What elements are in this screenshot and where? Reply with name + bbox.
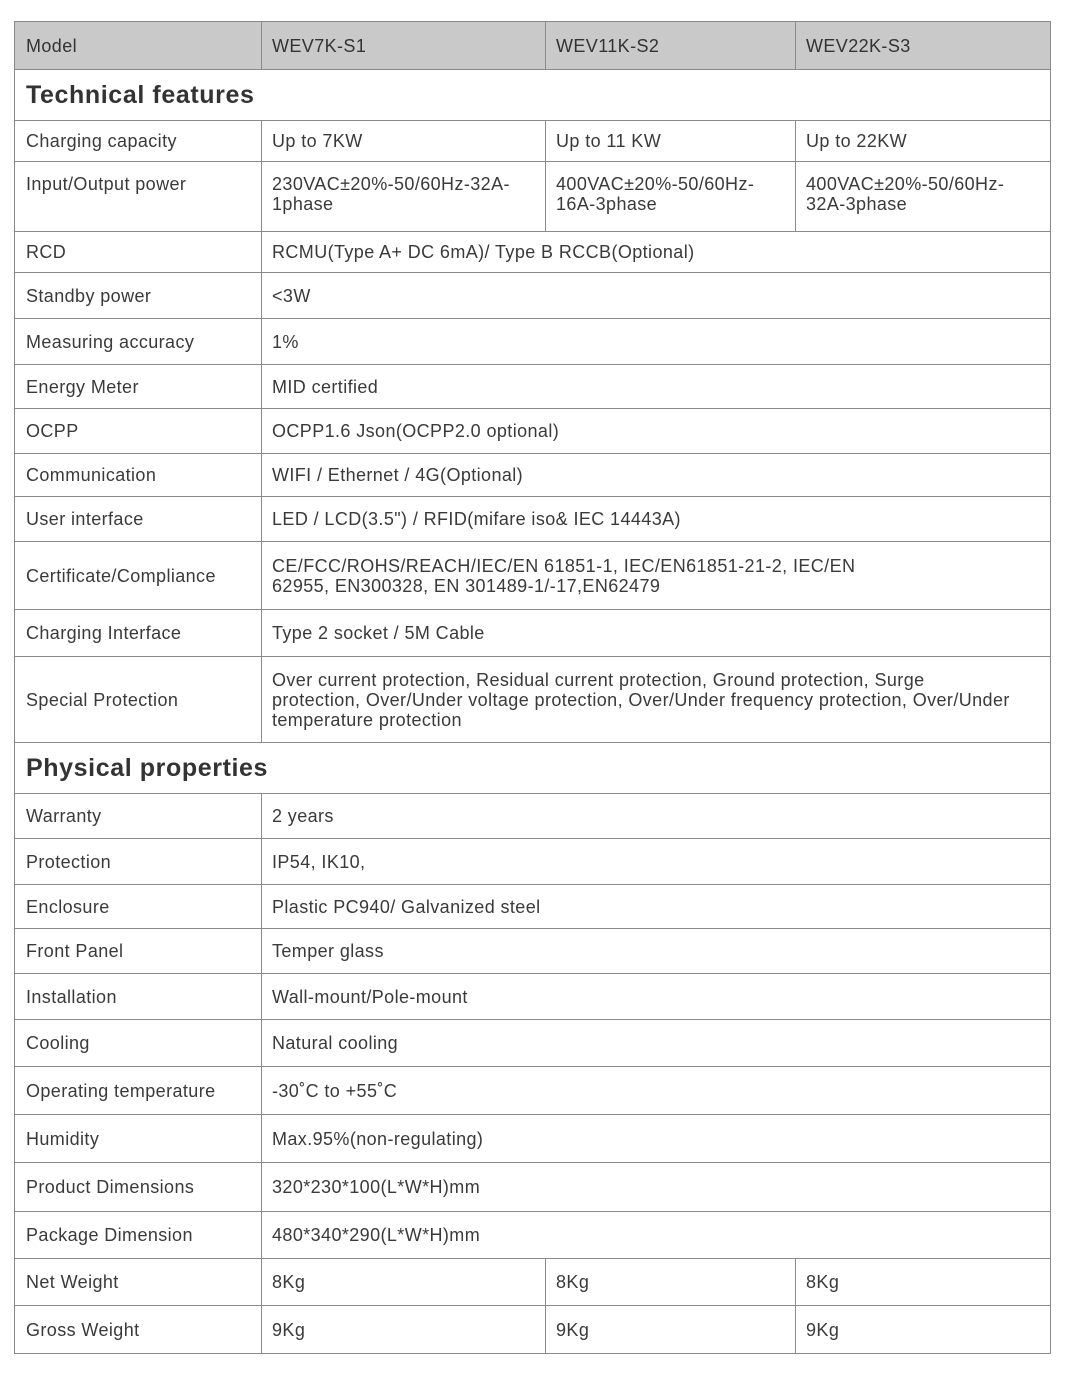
row-label: Gross Weight <box>15 1306 262 1354</box>
table-row <box>15 232 1051 273</box>
cell-value: 400VAC±20%-50/60Hz-16A-3phase <box>546 162 796 232</box>
row-value: -30˚C to +55˚C <box>262 1067 1051 1115</box>
table-row <box>15 839 1051 885</box>
row-value: 480*340*290(L*W*H)mm <box>262 1212 1051 1259</box>
row-label: Humidity <box>15 1115 262 1163</box>
row-label: Certificate/Compliance <box>15 542 262 610</box>
cell-value: Up to 7KW <box>262 121 546 162</box>
row-value: Over current protection, Residual current protection, Ground protection, Surge protection, Over/Under voltage protection, Over/Under frequency protection, Over/Under temperature protection <box>262 657 1051 743</box>
row-value: 320*230*100(L*W*H)mm <box>262 1163 1051 1212</box>
row-value: RCMU(Type A+ DC 6mA)/ Type B RCCB(Optional) <box>262 232 1051 273</box>
cell-value: 400VAC±20%-50/60Hz-32A-3phase <box>796 162 1051 232</box>
row-value: Max.95%(non-regulating) <box>262 1115 1051 1163</box>
row-label: Protection <box>15 839 262 885</box>
table-row <box>15 1306 1051 1354</box>
table-row <box>15 454 1051 497</box>
row-label: Energy Meter <box>15 365 262 409</box>
row-label: Front Panel <box>15 929 262 974</box>
table-row <box>15 365 1051 409</box>
table-row <box>15 409 1051 454</box>
cell-value: Up to 22KW <box>796 121 1051 162</box>
table-row <box>15 929 1051 974</box>
model-name: WEV7K-S1 <box>262 22 546 70</box>
row-value: 1% <box>262 319 1051 365</box>
row-label: Installation <box>15 974 262 1020</box>
table-row <box>15 1163 1051 1212</box>
section-title: Physical properties <box>15 743 1051 794</box>
table-header-row <box>15 22 1051 70</box>
model-name: WEV11K-S2 <box>546 22 796 70</box>
cell-value: Up to 11 KW <box>546 121 796 162</box>
table-row <box>15 1020 1051 1067</box>
section-header-row <box>15 743 1051 794</box>
table-row <box>15 542 1051 610</box>
table-row <box>15 657 1051 743</box>
row-value: OCPP1.6 Json(OCPP2.0 optional) <box>262 409 1051 454</box>
table-row <box>15 121 1051 162</box>
model-label: Model <box>15 22 262 70</box>
row-value: Temper glass <box>262 929 1051 974</box>
table-row <box>15 794 1051 839</box>
row-label: User interface <box>15 497 262 542</box>
cell-value: 8Kg <box>546 1259 796 1306</box>
table-row <box>15 974 1051 1020</box>
row-label: Charging Interface <box>15 610 262 657</box>
row-label: Standby power <box>15 273 262 319</box>
row-value: WIFI / Ethernet / 4G(Optional) <box>262 454 1051 497</box>
row-value: Wall-mount/Pole-mount <box>262 974 1051 1020</box>
row-value: Plastic PC940/ Galvanized steel <box>262 885 1051 929</box>
table-row <box>15 162 1051 232</box>
row-value: 2 years <box>262 794 1051 839</box>
table-row <box>15 1212 1051 1259</box>
cell-value: 230VAC±20%-50/60Hz-32A-1phase <box>262 162 546 232</box>
cell-value: 9Kg <box>546 1306 796 1354</box>
table-row <box>15 1259 1051 1306</box>
row-label: Charging capacity <box>15 121 262 162</box>
model-name: WEV22K-S3 <box>796 22 1051 70</box>
row-label: Warranty <box>15 794 262 839</box>
row-label: Enclosure <box>15 885 262 929</box>
row-label: Product Dimensions <box>15 1163 262 1212</box>
cell-value: 9Kg <box>796 1306 1051 1354</box>
row-value: CE/FCC/ROHS/REACH/IEC/EN 61851-1, IEC/EN61851-21-2, IEC/EN 62955, EN300328, EN 301489-1/-17,EN62479 <box>262 542 1051 610</box>
row-label: Special Protection <box>15 657 262 743</box>
section-title: Technical features <box>15 70 1051 121</box>
table-row <box>15 319 1051 365</box>
row-label: OCPP <box>15 409 262 454</box>
row-value: MID certified <box>262 365 1051 409</box>
table-row <box>15 1115 1051 1163</box>
cell-value: 8Kg <box>262 1259 546 1306</box>
table-row <box>15 497 1051 542</box>
row-label: Operating temperature <box>15 1067 262 1115</box>
table-row <box>15 273 1051 319</box>
row-label: Cooling <box>15 1020 262 1067</box>
spec-table <box>14 21 1051 1354</box>
section-header-row <box>15 70 1051 121</box>
cell-value: 9Kg <box>262 1306 546 1354</box>
row-value: LED / LCD(3.5") / RFID(mifare iso& IEC 14443A) <box>262 497 1051 542</box>
row-value: Type 2 socket / 5M Cable <box>262 610 1051 657</box>
table-row <box>15 885 1051 929</box>
row-label: Input/Output power <box>15 162 262 232</box>
row-label: RCD <box>15 232 262 273</box>
row-value: IP54, IK10, <box>262 839 1051 885</box>
cell-value: 8Kg <box>796 1259 1051 1306</box>
row-value: <3W <box>262 273 1051 319</box>
row-label: Communication <box>15 454 262 497</box>
row-label: Package Dimension <box>15 1212 262 1259</box>
row-value: Natural cooling <box>262 1020 1051 1067</box>
row-label: Measuring accuracy <box>15 319 262 365</box>
table-row <box>15 1067 1051 1115</box>
table-row <box>15 610 1051 657</box>
row-label: Net Weight <box>15 1259 262 1306</box>
